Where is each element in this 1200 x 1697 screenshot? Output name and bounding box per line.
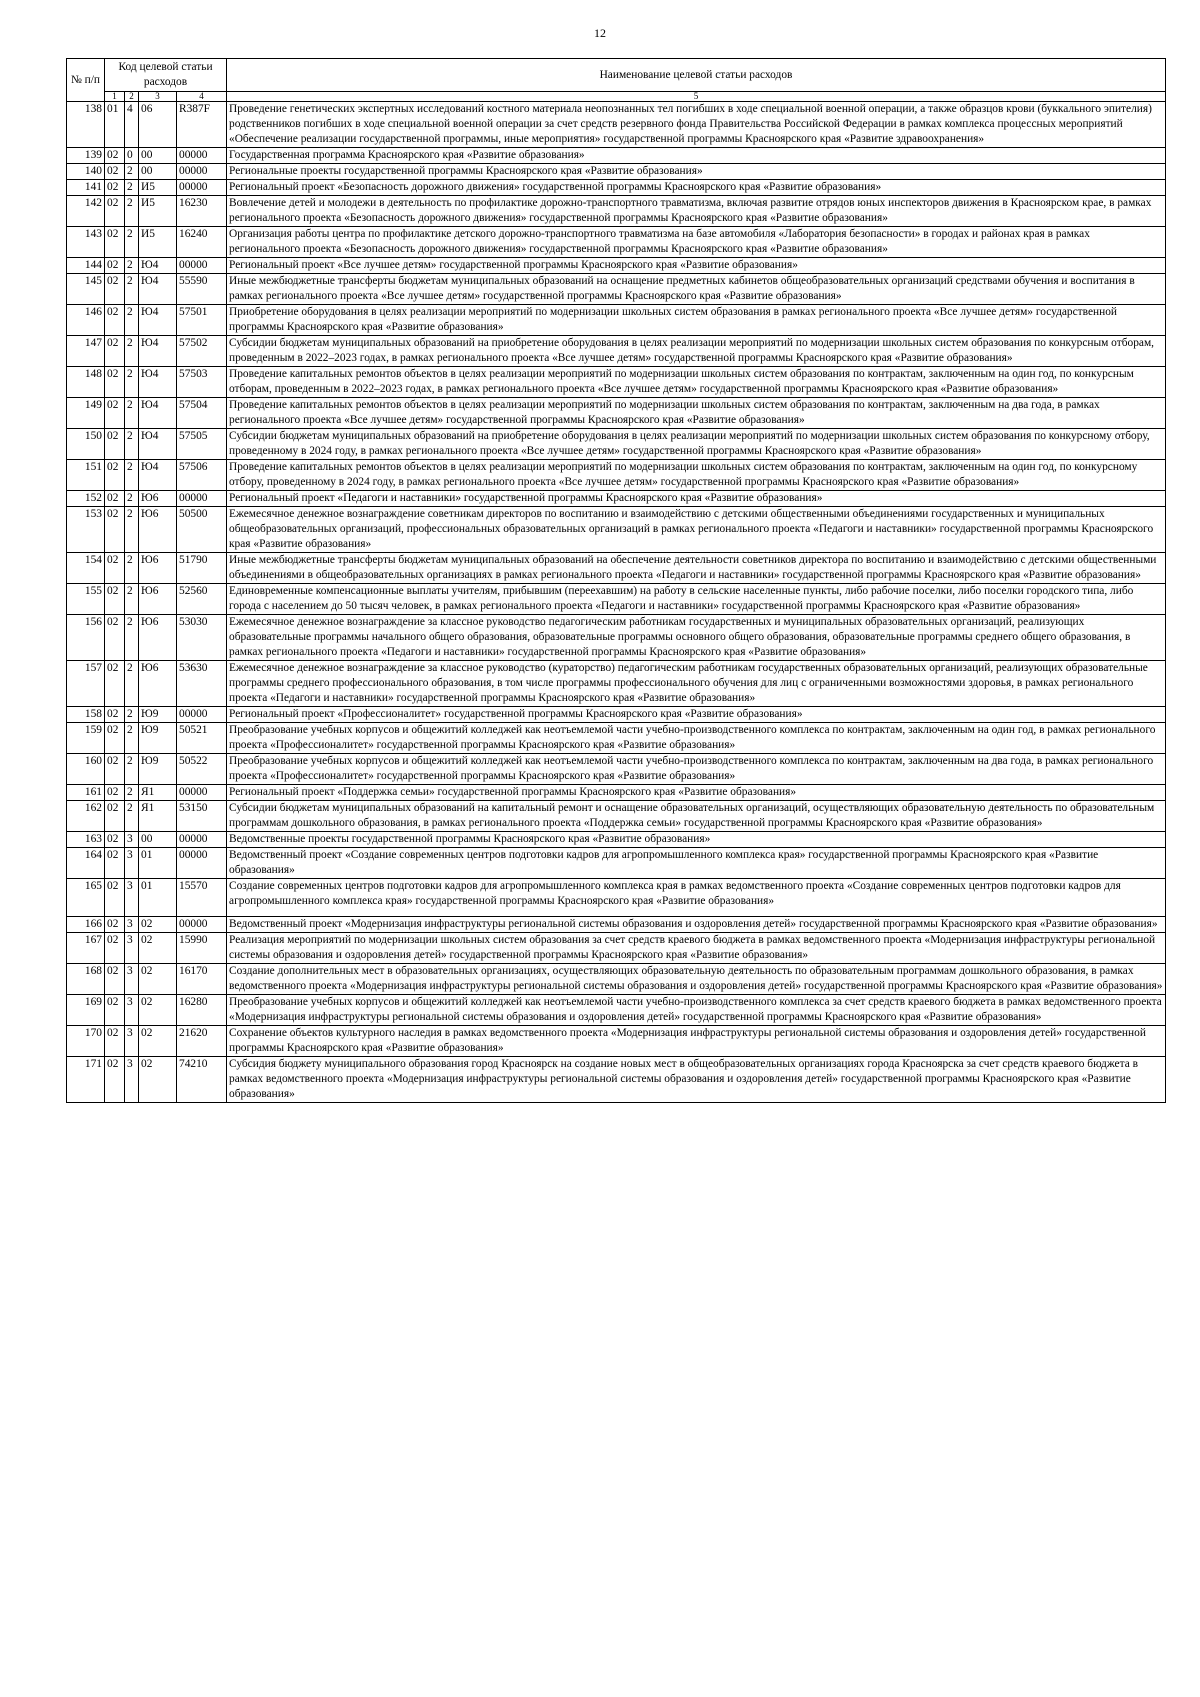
- code-part-1: 02: [105, 848, 125, 879]
- target-expense-table: [66, 58, 1166, 1103]
- table-row: [67, 336, 1166, 367]
- column-number-2: 2: [125, 92, 139, 102]
- row-number: 158: [67, 707, 105, 723]
- expense-name: Субсидии бюджетам муниципальных образований на приобретение оборудования в целях реализации мероприятий по модернизации школьных систем образования по конкурсным отборам, проведенным в 2022–2023 годах, в рамках регионального проекта «Все лучшее детям» государственной программы Красноярского края «Развитие образования»: [227, 336, 1166, 367]
- code-part-4: 00000: [177, 848, 227, 879]
- code-part-2: 2: [125, 785, 139, 801]
- expense-name: Ведомственные проекты государственной программы Красноярского края «Развитие образования»: [227, 832, 1166, 848]
- table-row: [67, 832, 1166, 848]
- code-part-2: 2: [125, 258, 139, 274]
- code-part-1: 02: [105, 180, 125, 196]
- code-part-3: Ю6: [139, 507, 177, 553]
- code-part-2: 2: [125, 227, 139, 258]
- code-part-2: 3: [125, 879, 139, 917]
- code-part-1: 02: [105, 274, 125, 305]
- row-number: 150: [67, 429, 105, 460]
- row-number: 167: [67, 933, 105, 964]
- table-row: [67, 102, 1166, 148]
- table-row: [67, 933, 1166, 964]
- table-row: [67, 460, 1166, 491]
- code-part-1: 02: [105, 723, 125, 754]
- row-number: 153: [67, 507, 105, 553]
- table-row: [67, 274, 1166, 305]
- code-part-3: И5: [139, 196, 177, 227]
- row-number: 144: [67, 258, 105, 274]
- row-number: 171: [67, 1057, 105, 1103]
- code-part-4: 57502: [177, 336, 227, 367]
- code-part-1: 02: [105, 227, 125, 258]
- code-part-1: 02: [105, 398, 125, 429]
- table-row: [67, 917, 1166, 933]
- table-header-row: [67, 59, 1166, 92]
- table-row: [67, 707, 1166, 723]
- code-part-4: 57503: [177, 367, 227, 398]
- code-part-4: 50500: [177, 507, 227, 553]
- row-number: 159: [67, 723, 105, 754]
- expense-name: Проведение капитальных ремонтов объектов в целях реализации мероприятий по модернизации школьных систем образования по контрактам, заключенным на два года, в рамках регионального проекта «Все лучшее детям» государственной программы Красноярского края «Развитие образования»: [227, 398, 1166, 429]
- code-part-4: 53150: [177, 801, 227, 832]
- code-part-2: 2: [125, 615, 139, 661]
- row-number: 164: [67, 848, 105, 879]
- code-part-3: Ю9: [139, 723, 177, 754]
- row-number: 170: [67, 1026, 105, 1057]
- code-part-2: 2: [125, 723, 139, 754]
- code-part-3: Ю4: [139, 258, 177, 274]
- code-part-3: Ю4: [139, 305, 177, 336]
- code-part-1: 02: [105, 707, 125, 723]
- row-number: 168: [67, 964, 105, 995]
- code-part-4: 15570: [177, 879, 227, 917]
- row-number: 151: [67, 460, 105, 491]
- expense-name: Субсидия бюджету муниципального образования город Красноярск на создание новых мест в общеобразовательных организациях города Красноярска за счет средств краевого бюджета в рамках ведомственного проекта «Модернизация инфраструктуры региональной системы образования и оздоровления детей» государственной программы Красноярского края «Развитие образования»: [227, 1057, 1166, 1103]
- code-part-3: Я1: [139, 801, 177, 832]
- row-number: 156: [67, 615, 105, 661]
- table-row: [67, 429, 1166, 460]
- code-part-1: 02: [105, 258, 125, 274]
- code-part-3: 02: [139, 1057, 177, 1103]
- table-row: [67, 196, 1166, 227]
- code-part-4: R387F: [177, 102, 227, 148]
- row-number: 160: [67, 754, 105, 785]
- table-row: [67, 1026, 1166, 1057]
- expense-name: Ежемесячное денежное вознаграждение советникам директоров по воспитанию и взаимодействию с детскими общественными объединениями государственных и муниципальных общеобразовательных организаций, профессиональных образовательных организаций в рамках регионального проекта «Педагоги и наставники» государственной программы Красноярского края «Развитие образования»: [227, 507, 1166, 553]
- table-row: [67, 148, 1166, 164]
- table-column-numbers: [67, 92, 1166, 102]
- row-number: 142: [67, 196, 105, 227]
- code-part-3: Я1: [139, 785, 177, 801]
- table-row: [67, 1057, 1166, 1103]
- code-part-1: 02: [105, 995, 125, 1026]
- expense-name: Преобразование учебных корпусов и общежитий колледжей как неотъемлемой части учебно-производственного комплекса по контрактам, заключенным на один год, в рамках регионального проекта «Профессионалитет» государственной программы Красноярского края «Развитие образования»: [227, 723, 1166, 754]
- code-part-1: 02: [105, 336, 125, 367]
- expense-name: Субсидии бюджетам муниципальных образований на капитальный ремонт и оснащение образовательных организаций, осуществляющих образовательную деятельность по образовательным программам дошкольного образования, в рамках регионального проекта «Поддержка семьи» государственной программы Красноярского края «Развитие образования»: [227, 801, 1166, 832]
- row-number: 138: [67, 102, 105, 148]
- code-part-2: 3: [125, 848, 139, 879]
- expense-name: Приобретение оборудования в целях реализации мероприятий по модернизации школьных систем образования в рамках регионального проекта «Все лучшее детям» государственной программы Красноярского края «Развитие образования»: [227, 305, 1166, 336]
- code-part-2: 2: [125, 491, 139, 507]
- code-part-2: 4: [125, 102, 139, 148]
- code-part-3: 02: [139, 995, 177, 1026]
- code-part-2: 2: [125, 274, 139, 305]
- table-row: [67, 491, 1166, 507]
- code-part-1: 02: [105, 879, 125, 917]
- code-part-2: 3: [125, 964, 139, 995]
- code-part-4: 50521: [177, 723, 227, 754]
- expense-name: Ведомственный проект «Создание современных центров подготовки кадров для агропромышленного комплекса края» государственной программы Красноярского края «Развитие образования»: [227, 848, 1166, 879]
- row-number: 149: [67, 398, 105, 429]
- code-part-1: 02: [105, 917, 125, 933]
- code-part-3: Ю6: [139, 584, 177, 615]
- table-row: [67, 584, 1166, 615]
- code-part-1: 02: [105, 661, 125, 707]
- table-row: [67, 180, 1166, 196]
- code-part-1: 02: [105, 785, 125, 801]
- column-number-4: 4: [177, 92, 227, 102]
- code-part-3: 00: [139, 832, 177, 848]
- code-part-3: Ю4: [139, 398, 177, 429]
- table-row: [67, 848, 1166, 879]
- code-part-2: 2: [125, 584, 139, 615]
- row-number: 141: [67, 180, 105, 196]
- table-row: [67, 964, 1166, 995]
- code-part-2: 3: [125, 832, 139, 848]
- code-part-4: 16170: [177, 964, 227, 995]
- code-part-4: 16280: [177, 995, 227, 1026]
- code-part-3: И5: [139, 180, 177, 196]
- code-part-2: 2: [125, 707, 139, 723]
- expense-name: Единовременные компенсационные выплаты учителям, прибывшим (переехавшим) на работу в сельские населенные пункты, либо рабочие поселки, либо поселки городского типа, либо города с населением до 50 тысяч человек, в рамках регионального проекта «Педагоги и наставники» государственной программы Красноярского края «Развитие образования»: [227, 584, 1166, 615]
- row-number: 165: [67, 879, 105, 917]
- code-part-3: 02: [139, 964, 177, 995]
- code-part-4: 74210: [177, 1057, 227, 1103]
- expense-name: Региональный проект «Педагоги и наставники» государственной программы Красноярского края «Развитие образования»: [227, 491, 1166, 507]
- code-part-4: 00000: [177, 180, 227, 196]
- code-part-1: 02: [105, 491, 125, 507]
- code-part-4: 00000: [177, 164, 227, 180]
- expense-name: Региональный проект «Безопасность дорожного движения» государственной программы Красноярского края «Развитие образования»: [227, 180, 1166, 196]
- code-part-3: 02: [139, 1026, 177, 1057]
- table-row: [67, 801, 1166, 832]
- code-part-1: 01: [105, 102, 125, 148]
- code-part-4: 57501: [177, 305, 227, 336]
- expense-name: Субсидии бюджетам муниципальных образований на приобретение оборудования в целях реализации мероприятий по модернизации школьных систем образования по конкурсному отбору, проведенному в 2024 году, в рамках регионального проекта «Все лучшее детям» государственной программы Красноярского края «Развитие образования»: [227, 429, 1166, 460]
- table-row: [67, 164, 1166, 180]
- expense-name: Региональные проекты государственной программы Красноярского края «Развитие образования»: [227, 164, 1166, 180]
- code-part-3: 02: [139, 917, 177, 933]
- code-part-3: 02: [139, 933, 177, 964]
- code-part-3: 00: [139, 164, 177, 180]
- column-number-1: 1: [105, 92, 125, 102]
- table-row: [67, 661, 1166, 707]
- code-part-1: 02: [105, 507, 125, 553]
- code-part-4: 00000: [177, 917, 227, 933]
- code-part-4: 16240: [177, 227, 227, 258]
- expense-name: Проведение капитальных ремонтов объектов в целях реализации мероприятий по модернизации школьных систем образования по контрактам, заключенным на один год, по конкурсному отбору, проведенному в 2024 году, в рамках регионального проекта «Все лучшее детям» государственной программы Красноярского края «Развитие образования»: [227, 460, 1166, 491]
- row-number: 152: [67, 491, 105, 507]
- code-part-3: 00: [139, 148, 177, 164]
- table-row: [67, 879, 1166, 917]
- expense-name: Иные межбюджетные трансферты бюджетам муниципальных образований на оснащение предметных кабинетов общеобразовательных организаций средствами обучения и воспитания в рамках регионального проекта «Все лучшее детям» государственной программы Красноярского края «Развитие образования»: [227, 274, 1166, 305]
- column-number-3: 3: [139, 92, 177, 102]
- table-row: [67, 258, 1166, 274]
- code-part-4: 00000: [177, 832, 227, 848]
- table-body: [67, 102, 1166, 1103]
- code-part-4: 15990: [177, 933, 227, 964]
- code-part-4: 50522: [177, 754, 227, 785]
- code-part-4: 57504: [177, 398, 227, 429]
- code-part-2: 2: [125, 507, 139, 553]
- code-part-2: 2: [125, 553, 139, 584]
- code-part-3: 01: [139, 879, 177, 917]
- row-number: 162: [67, 801, 105, 832]
- expense-name: Вовлечение детей и молодежи в деятельность по профилактике дорожно-транспортного травматизма, включая развитие отрядов юных инспекторов движения в Красноярском крае, в рамках регионального проекта «Безопасность дорожного движения» государственной программы Красноярского края «Развитие образования»: [227, 196, 1166, 227]
- code-part-3: Ю4: [139, 460, 177, 491]
- code-part-4: 00000: [177, 148, 227, 164]
- code-part-4: 57506: [177, 460, 227, 491]
- code-part-1: 02: [105, 305, 125, 336]
- expense-name: Организация работы центра по профилактике детского дорожно-транспортного травматизма на базе автомобиля «Лаборатория безопасности» в городах и районах края в рамках регионального проекта «Безопасность дорожного движения» государственной программы Красноярского края «Развитие образования»: [227, 227, 1166, 258]
- row-number: 155: [67, 584, 105, 615]
- code-part-2: 3: [125, 933, 139, 964]
- row-number: 154: [67, 553, 105, 584]
- expense-name: Создание современных центров подготовки кадров для агропромышленного комплекса края в рамках ведомственного проекта «Создание современных центров подготовки кадров для агропромышленного комплекса края» государственной программы Красноярского края «Развитие образования»: [227, 879, 1166, 917]
- table-row: [67, 785, 1166, 801]
- row-number: 139: [67, 148, 105, 164]
- code-part-2: 2: [125, 398, 139, 429]
- code-part-3: Ю4: [139, 367, 177, 398]
- code-part-2: 2: [125, 801, 139, 832]
- code-part-3: 06: [139, 102, 177, 148]
- code-part-3: Ю6: [139, 553, 177, 584]
- table-row: [67, 723, 1166, 754]
- code-part-4: 51790: [177, 553, 227, 584]
- expense-name: Сохранение объектов культурного наследия в рамках ведомственного проекта «Модернизация инфраструктуры региональной системы образования и оздоровления детей» государственной программы Красноярского края «Развитие образования»: [227, 1026, 1166, 1057]
- code-part-3: Ю4: [139, 336, 177, 367]
- code-part-3: Ю4: [139, 274, 177, 305]
- row-number: 140: [67, 164, 105, 180]
- code-part-1: 02: [105, 429, 125, 460]
- code-part-2: 2: [125, 429, 139, 460]
- code-part-1: 02: [105, 754, 125, 785]
- code-part-1: 02: [105, 1057, 125, 1103]
- code-part-4: 53030: [177, 615, 227, 661]
- expense-name: Иные межбюджетные трансферты бюджетам муниципальных образований на обеспечение деятельности советников директора по воспитанию и взаимодействию с детскими общественными объединениями в общеобразовательных организациях в рамках регионального проекта «Педагоги и наставники» государственной программы Красноярского края «Развитие образования»: [227, 553, 1166, 584]
- table-row: [67, 553, 1166, 584]
- code-part-2: 2: [125, 661, 139, 707]
- expense-name: Государственная программа Красноярского края «Развитие образования»: [227, 148, 1166, 164]
- table-row: [67, 995, 1166, 1026]
- row-number: 143: [67, 227, 105, 258]
- code-part-1: 02: [105, 584, 125, 615]
- table-row: [67, 305, 1166, 336]
- code-part-1: 02: [105, 148, 125, 164]
- header-name: Наименование целевой статьи расходов: [227, 59, 1166, 92]
- column-number-5: 5: [227, 92, 1166, 102]
- table-row: [67, 507, 1166, 553]
- code-part-1: 02: [105, 964, 125, 995]
- row-number: 161: [67, 785, 105, 801]
- expense-name: Проведение капитальных ремонтов объектов в целях реализации мероприятий по модернизации школьных систем образования по контрактам, заключенным на один год, по конкурсным отборам, проведенным в 2022–2023 годах, в рамках регионального проекта «Все лучшее детям» государственной программы Красноярского края «Развитие образования»: [227, 367, 1166, 398]
- code-part-4: 57505: [177, 429, 227, 460]
- code-part-4: 16230: [177, 196, 227, 227]
- expense-name: Ведомственный проект «Модернизация инфраструктуры региональной системы образования и оздоровления детей» государственной программы Красноярского края «Развитие образования»: [227, 917, 1166, 933]
- page-number: 12: [594, 26, 606, 40]
- code-part-1: 02: [105, 553, 125, 584]
- row-number: 169: [67, 995, 105, 1026]
- code-part-2: 3: [125, 917, 139, 933]
- code-part-4: 21620: [177, 1026, 227, 1057]
- code-part-3: И5: [139, 227, 177, 258]
- code-part-2: 0: [125, 148, 139, 164]
- code-part-3: 01: [139, 848, 177, 879]
- code-part-4: 00000: [177, 491, 227, 507]
- expense-name: Региональный проект «Все лучшее детям» государственной программы Красноярского края «Развитие образования»: [227, 258, 1166, 274]
- code-part-1: 02: [105, 832, 125, 848]
- code-part-2: 3: [125, 1057, 139, 1103]
- code-part-1: 02: [105, 196, 125, 227]
- code-part-1: 02: [105, 933, 125, 964]
- table-row: [67, 398, 1166, 429]
- code-part-4: 00000: [177, 707, 227, 723]
- table-row: [67, 615, 1166, 661]
- code-part-1: 02: [105, 1026, 125, 1057]
- code-part-1: 02: [105, 801, 125, 832]
- expense-name: Создание дополнительных мест в образовательных организациях, осуществляющих образовательную деятельность по образовательным программам дошкольного образования, в рамках ведомственного проекта «Модернизация инфраструктуры региональной системы образования и оздоровления детей» государственной программы Красноярского края «Развитие образования»: [227, 964, 1166, 995]
- code-part-4: 53630: [177, 661, 227, 707]
- code-part-2: 2: [125, 367, 139, 398]
- row-number: 163: [67, 832, 105, 848]
- code-part-3: Ю6: [139, 661, 177, 707]
- code-part-3: Ю9: [139, 754, 177, 785]
- code-part-3: Ю6: [139, 615, 177, 661]
- row-number: 146: [67, 305, 105, 336]
- row-number: 157: [67, 661, 105, 707]
- code-part-2: 3: [125, 995, 139, 1026]
- code-part-4: 00000: [177, 258, 227, 274]
- expense-name: Ежемесячное денежное вознаграждение за классное руководство (кураторство) педагогическим работникам государственных образовательных организаций, реализующих образовательные программы среднего профессионального образования, в том числе программы профессионального обучения для лиц с ограниченными возможностями здоровья, в рамках регионального проекта «Педагоги и наставники» государственной программы Красноярского края «Развитие образования»: [227, 661, 1166, 707]
- code-part-1: 02: [105, 460, 125, 491]
- code-part-2: 3: [125, 1026, 139, 1057]
- code-part-2: 2: [125, 196, 139, 227]
- table-row: [67, 227, 1166, 258]
- code-part-2: 2: [125, 754, 139, 785]
- code-part-2: 2: [125, 164, 139, 180]
- code-part-3: Ю6: [139, 491, 177, 507]
- expense-name: Преобразование учебных корпусов и общежитий колледжей как неотъемлемой части учебно-производственного комплекса по контрактам, заключенным на два года, в рамках регионального проекта «Профессионалитет» государственной программы Красноярского края «Развитие образования»: [227, 754, 1166, 785]
- expense-name: Реализация мероприятий по модернизации школьных систем образования за счет средств краевого бюджета в рамках ведомственного проекта «Модернизация инфраструктуры региональной системы образования и оздоровления детей» государственной программы Красноярского края «Развитие образования»: [227, 933, 1166, 964]
- row-number: 145: [67, 274, 105, 305]
- code-part-2: 2: [125, 305, 139, 336]
- code-part-3: Ю9: [139, 707, 177, 723]
- row-number: 166: [67, 917, 105, 933]
- header-code: Код целевой статьи расходов: [105, 59, 227, 92]
- code-part-2: 2: [125, 180, 139, 196]
- code-part-4: 55590: [177, 274, 227, 305]
- expense-name: Проведение генетических экспертных исследований костного материала неопознанных тел погибших в ходе специальной военной операции, а также образцов крови (буккального эпителия) родственников погибших в ходе специальной военной операции за счет средств резервного фонда Правительства Российской Федерации в рамках комплекса процессных мероприятий «Обеспечение реализации государственной программы, иные мероприятия» государственной программы Красноярского края «Развитие здравоохранения»: [227, 102, 1166, 148]
- code-part-1: 02: [105, 615, 125, 661]
- row-number: 147: [67, 336, 105, 367]
- table-row: [67, 367, 1166, 398]
- expense-name: Преобразование учебных корпусов и общежитий колледжей как неотъемлемой части учебно-производственного комплекса за счет средств краевого бюджета в рамках ведомственного проекта «Модернизация инфраструктуры региональной системы образования и оздоровления детей» государственной программы Красноярского края «Развитие образования»: [227, 995, 1166, 1026]
- code-part-2: 2: [125, 336, 139, 367]
- header-row-number: № п/п: [67, 59, 105, 102]
- expense-name: Региональный проект «Поддержка семьи» государственной программы Красноярского края «Развитие образования»: [227, 785, 1166, 801]
- expense-name: Ежемесячное денежное вознаграждение за классное руководство педагогическим работникам государственных и муниципальных образовательных организаций, реализующих образовательные программы начального общего образования, образовательные программы основного общего образования, образовательные программы среднего общего образования, в рамках регионального проекта «Педагоги и наставники» государственной программы Красноярского края «Развитие образования»: [227, 615, 1166, 661]
- code-part-4: 52560: [177, 584, 227, 615]
- row-number: 148: [67, 367, 105, 398]
- code-part-3: Ю4: [139, 429, 177, 460]
- code-part-1: 02: [105, 164, 125, 180]
- expense-name: Региональный проект «Профессионалитет» государственной программы Красноярского края «Развитие образования»: [227, 707, 1166, 723]
- table-row: [67, 754, 1166, 785]
- code-part-1: 02: [105, 367, 125, 398]
- code-part-2: 2: [125, 460, 139, 491]
- code-part-4: 00000: [177, 785, 227, 801]
